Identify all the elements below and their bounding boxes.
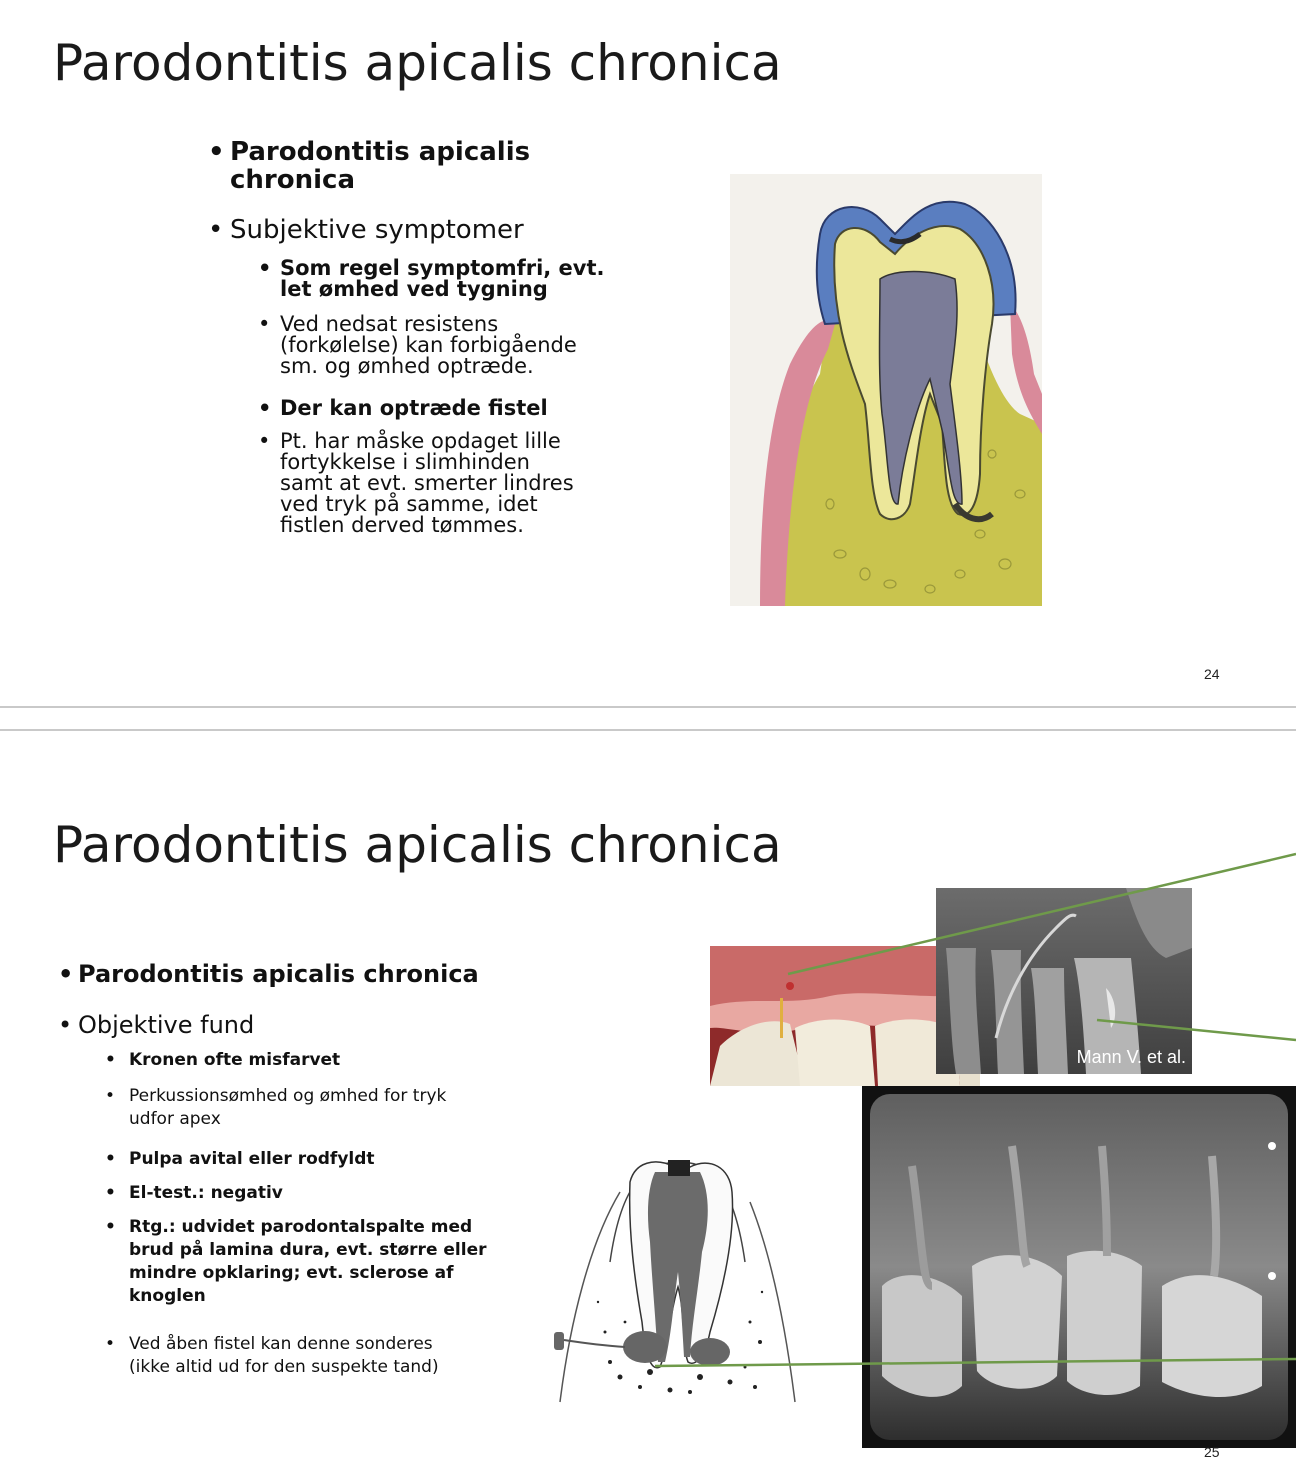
bullet-line: (ikke altid ud for den suspekte tand) [129, 1357, 439, 1377]
bullet-line: Rtg.: udvidet parodontalspalte med [129, 1217, 473, 1237]
bullet-dot: • [105, 1050, 116, 1070]
bullet-line: chronica [230, 165, 355, 195]
tooth-illustration [730, 174, 1042, 606]
bullet-line: sm. og ømhed optræde. [280, 354, 534, 378]
bullet-dot: • [105, 1217, 116, 1237]
bullet-text: Objektive fund [78, 1011, 255, 1039]
bullet-dot: • [105, 1183, 116, 1203]
bullet-dot: • [258, 396, 272, 420]
bullet-dot: • [208, 137, 225, 167]
bullet-dot: • [258, 429, 271, 453]
bullet-line: Parodontitis apicalis [230, 137, 531, 167]
bullet-line: Ved nedsat resistens [280, 312, 499, 336]
bullet-line: fortykkelse i slimhinden [280, 450, 530, 474]
annotation-line [1097, 1020, 1296, 1040]
sub-bullet [258, 429, 574, 537]
bullet-line: Pt. har måske opdaget lille [280, 429, 561, 453]
bullet-dot: • [58, 960, 74, 988]
bullet-line: Kronen ofte misfarvet [129, 1050, 341, 1070]
bullet-dot: • [105, 1086, 116, 1106]
bullet-subjective [208, 215, 524, 245]
bullet-line: (forkølelse) kan forbigående [280, 333, 577, 357]
bullet-line: let ømhed ved tygning [280, 277, 548, 301]
annotation-lines [0, 732, 1296, 1458]
bullet-dot: • [105, 1334, 116, 1354]
sub-bullet [258, 256, 605, 301]
bullet-line: Perkussionsømhed og ømhed for tryk [129, 1086, 447, 1106]
bullet-line: Ved åben fistel kan denne sonderes [129, 1334, 433, 1354]
bullet-line: El-test.: negativ [129, 1183, 283, 1203]
bullet-line: samt at evt. smerter lindres [280, 471, 574, 495]
bullet-line: mindre opklaring; evt. sclerose af [129, 1263, 454, 1283]
slide-24 [0, 0, 1296, 706]
slide-separator [0, 706, 1296, 708]
bullet-line: fistlen derved tømmes. [280, 513, 524, 537]
sub-bullet [258, 396, 548, 420]
bullet-dot: • [258, 256, 272, 280]
page-number: 24 [1204, 666, 1220, 682]
bullet-line: ved tryk på samme, idet [280, 492, 538, 516]
slide-separator [0, 729, 1296, 731]
image-credit: Mann V. et al. [1076, 1047, 1186, 1067]
sub-bullet [258, 312, 577, 378]
bullet-dot: • [208, 215, 224, 245]
slide-25 [0, 732, 1296, 1458]
bullet-text: Subjektive symptomer [230, 215, 524, 245]
bullet-dot: • [258, 312, 271, 336]
slide-title: Parodontitis apicalis chronica [53, 34, 782, 92]
bullet-line: knoglen [129, 1286, 206, 1306]
bullet-line: Som regel symptomfri, evt. [280, 256, 605, 280]
bullet-line: Der kan optræde fistel [280, 396, 548, 420]
bullet-text: Parodontitis apicalis chronica [78, 960, 479, 988]
slide-title: Parodontitis apicalis chronica [53, 816, 782, 874]
bullet-line: Pulpa avital eller rodfyldt [129, 1149, 375, 1169]
annotation-line [788, 854, 1296, 974]
bullet-heading [208, 137, 531, 195]
bullet-line: brud på lamina dura, evt. større eller [129, 1240, 487, 1260]
annotation-line [655, 1359, 1296, 1366]
bullet-line: udfor apex [129, 1109, 221, 1129]
bullet-dot: • [58, 1011, 73, 1039]
page-number: 25 [1204, 1444, 1220, 1458]
bullet-dot: • [105, 1149, 116, 1169]
